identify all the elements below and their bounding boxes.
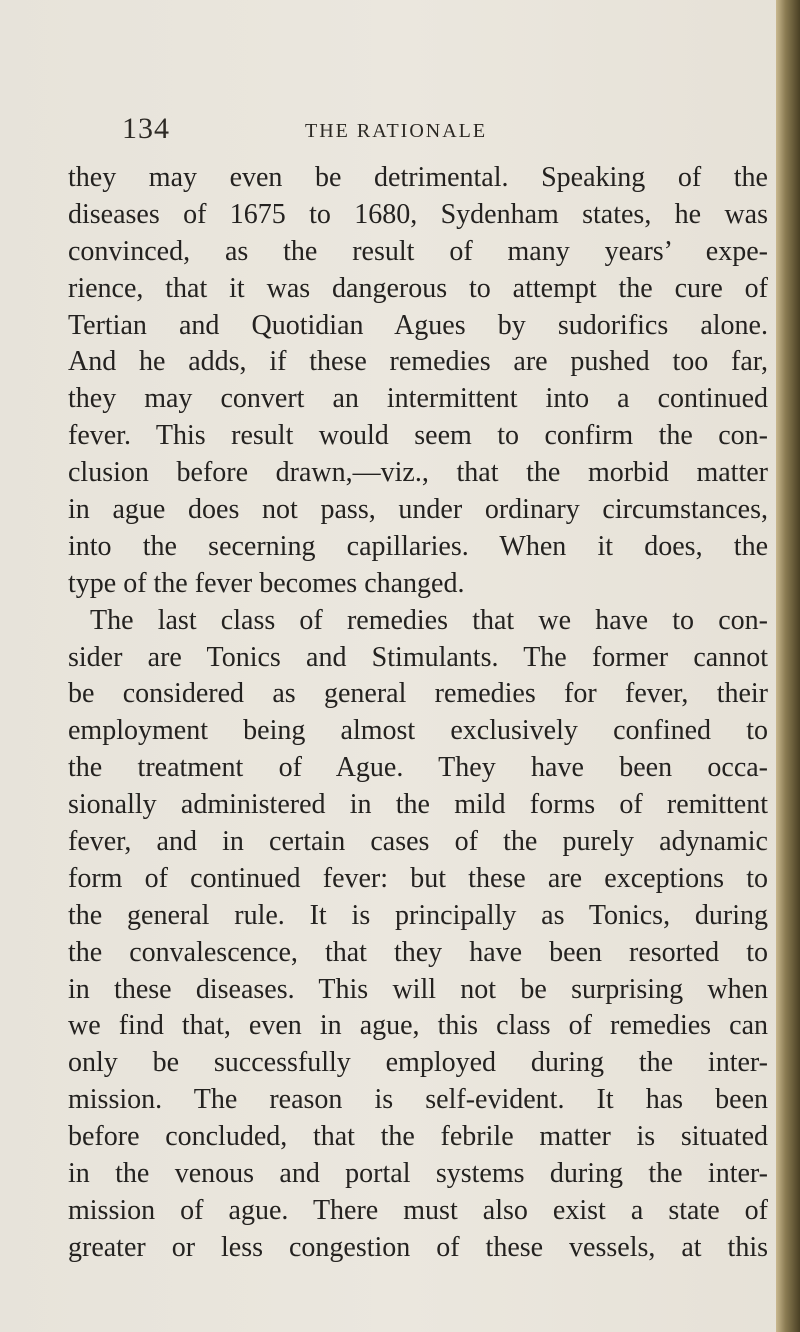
text-line: fever, and in certain cases of the purely adynamic <box>68 826 768 858</box>
text-line: clusion before drawn,—viz., that the morbid matter <box>68 457 768 489</box>
text-line: only be successfully employed during the inter- <box>68 1047 768 1079</box>
text-line: before concluded, that the febrile matter is situated <box>68 1121 768 1153</box>
text-line: form of continued fever: but these are exceptions to <box>68 862 768 894</box>
text-line: we find that, even in ague, this class of remedies can <box>68 1010 768 1042</box>
page-number: 134 <box>122 112 170 145</box>
text-line: type of the fever becomes changed. <box>68 567 465 599</box>
text-line: they may even be detrimental. Speaking of the <box>68 162 768 193</box>
text-line: in the venous and portal systems during the inter- <box>68 1158 768 1190</box>
text-line: And he adds, if these remedies are pushed too far, <box>68 346 768 378</box>
body-text <box>68 160 768 1267</box>
text-line: fever. This result would seem to confirm the con- <box>68 420 768 452</box>
text-line: convinced, as the result of many years’ expe- <box>68 235 768 267</box>
text-line: employment being almost exclusively confined to <box>68 715 768 747</box>
text-line: sider are Tonics and Stimulants. The former cannot <box>68 641 768 673</box>
text-line: sionally administered in the mild forms of remittent <box>68 789 768 821</box>
running-head: THE RATIONALE <box>305 120 488 142</box>
text-line: into the secerning capillaries. When it does, the <box>68 530 768 562</box>
page-edge <box>776 0 800 1332</box>
text-line: in these diseases. This will not be surprising when <box>68 973 768 1005</box>
text-line: be considered as general remedies for fever, their <box>68 678 768 710</box>
text-line: mission of ague. There must also exist a state of <box>68 1194 768 1226</box>
text-line: diseases of 1675 to 1680, Sydenham states, he was <box>68 198 768 230</box>
text-line: they may convert an intermittent into a continued <box>68 383 768 415</box>
text-line: Tertian and Quotidian Agues by sudorifics alone. <box>68 309 768 341</box>
page-header <box>122 112 800 152</box>
text-line: the general rule. It is principally as Tonics, during <box>68 899 768 931</box>
text-line: the treatment of Ague. They have been occa- <box>68 752 768 784</box>
text-line: the convalescence, that they have been resorted to <box>68 936 768 968</box>
text-line: The last class of remedies that we have to con- <box>90 604 768 636</box>
text-line: in ague does not pass, under ordinary circumstances, <box>68 494 768 526</box>
text-line: mission. The reason is self-evident. It has been <box>68 1084 768 1116</box>
text-line: greater or less congestion of these vessels, at this <box>68 1231 768 1263</box>
text-line: rience, that it was dangerous to attempt the cure of <box>68 272 768 304</box>
